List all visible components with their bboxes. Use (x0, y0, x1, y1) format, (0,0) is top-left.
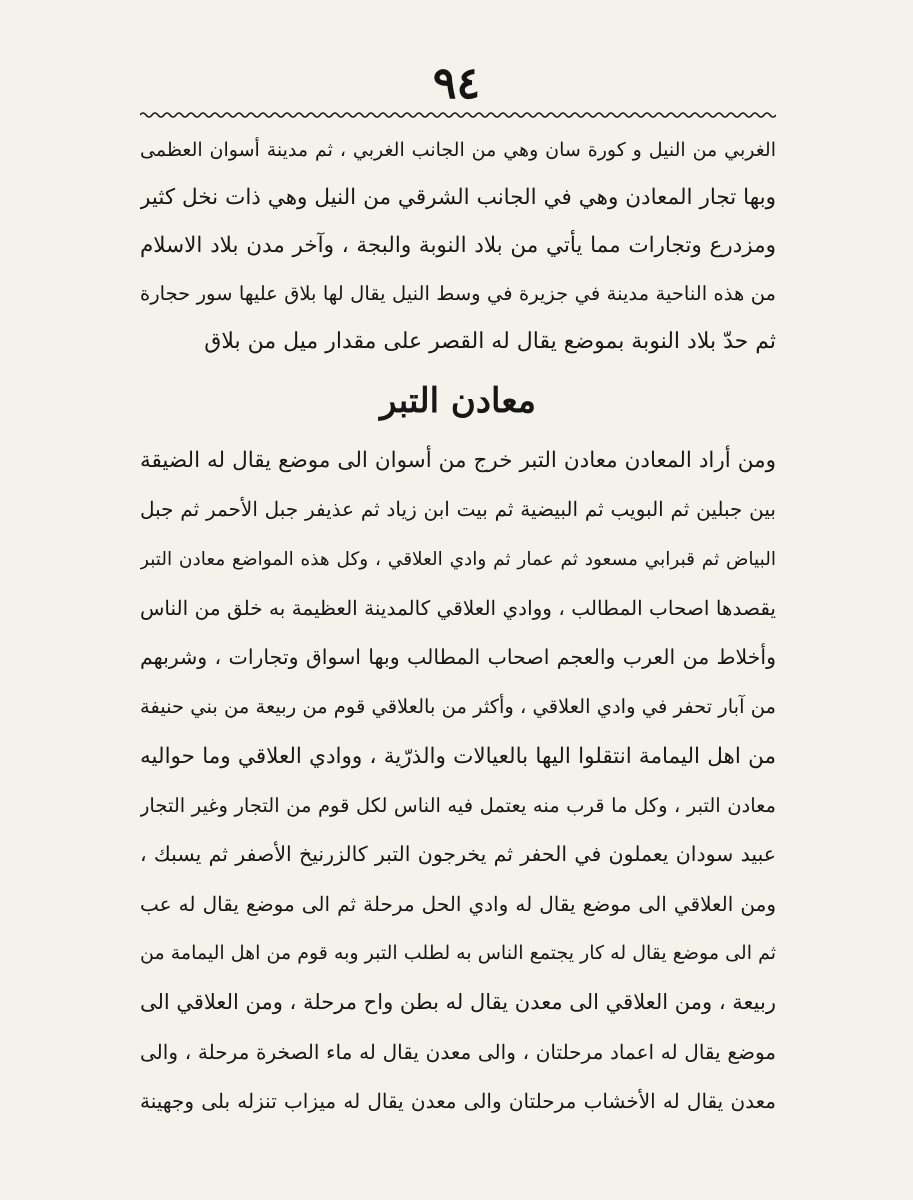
page-number: ٩٤ (432, 58, 481, 109)
text-line: الغربي من النيل و كورة سان وهي من الجانب الغربي ، ثم مدينة أسوان العظمى (140, 139, 776, 161)
text-line: من آبار تحفر في وادي العلاقي ، وأكثر من بالعلاقي قوم من ربيعة من بني حنيفة (140, 695, 776, 719)
text-line: من اهل اليمامة انتقلوا اليها بالعيالات والذرّية ، ووادي العلاقي وما حواليه (140, 743, 776, 769)
paragraph-gold-mines (140, 436, 776, 1126)
wavy-header-rule (140, 108, 776, 122)
text-line: من هذه الناحية مدينة في جزيرة في وسط النيل يقال لها بلاق عليها سور حجارة (140, 282, 776, 305)
text-line: البياض ثم قبرابي مسعود ثم عمار ثم وادي العلاقي ، وكل هذه المواضع معادن التبر (140, 548, 776, 570)
text-line: معدن يقال له الأخشاب مرحلتان والى معدن يقال له ميزاب تنزله بلى وجهينة (140, 1088, 776, 1113)
text-line: ثم الى موضع يقال له كار يجتمع الناس به لطلب التبر وبه قوم من اهل اليمامة من (140, 941, 776, 964)
page-body (140, 126, 776, 1126)
text-line: وبها تجار المعادن وهي في الجانب الشرقي من النيل وهي ذات نخل كثير (140, 185, 776, 210)
text-line: ومن العلاقي الى موضع يقال له وادي الحل مرحلة ثم الى موضع يقال له عب (140, 891, 776, 916)
text-line: وأخلاط من العرب والعجم اصحاب المطالب وبها اسواق وتجارات ، وشربهم (140, 645, 776, 670)
text-line: ثم حدّ بلاد النوبة بموضع يقال له القصر على مقدار ميل من بلاق (204, 329, 776, 354)
paragraph-opening (140, 126, 776, 366)
text-line: بين جبلين ثم البويب ثم البيضية ثم بيت ابن زياد ثم عذيفر جبل الأحمر ثم جبل (140, 497, 776, 522)
text-line: يقصدها اصحاب المطالب ، ووادي العلاقي كالمدينة العظيمة به خلق من الناس (140, 595, 776, 620)
text-line: ومزدرع وتجارات مما يأتي من بلاد النوبة والبجة ، وآخر مدن بلاد الاسلام (140, 233, 776, 258)
text-line: ربيعة ، ومن العلاقي الى معدن يقال له بطن واح مرحلة ، ومن العلاقي الى (140, 990, 776, 1015)
text-line: عبيد سودان يعملون في الحفر ثم يخرجون التبر كالزرنيخ الأصفر ثم يسبك ، (140, 842, 776, 867)
text-line: ومن أراد المعادن معادن التبر خرج من أسوان الى موضع يقال له الضيقة (140, 448, 776, 473)
section-heading: معادن التبر (379, 381, 536, 421)
text-line: موضع يقال له اعماد مرحلتان ، والى معدن يقال له ماء الصخرة مرحلة ، والى (140, 1039, 776, 1064)
text-line: معادن التبر ، وكل ما قرب منه يعتمل فيه الناس لكل قوم من التجار وغير التجار (140, 794, 776, 818)
